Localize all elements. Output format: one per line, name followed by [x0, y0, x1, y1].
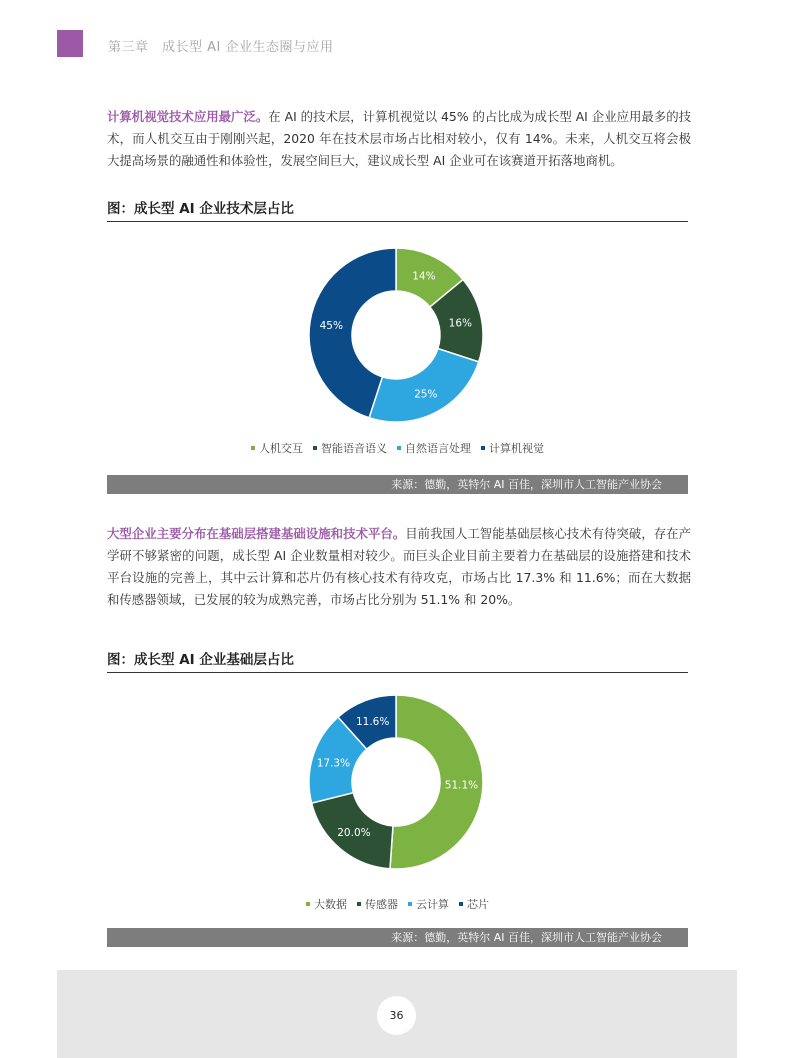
paragraph-lead: 大型企业主要分布在基础层搭建基础设施和技术平台。: [107, 526, 406, 541]
legend-label: 芯片: [467, 898, 489, 911]
legend-swatch: [397, 446, 401, 450]
slice-label: 51.1%: [444, 779, 479, 792]
slice-label: 17.3%: [316, 757, 351, 770]
legend-swatch: [306, 902, 310, 906]
legend-label: 智能语音语义: [321, 442, 387, 455]
legend-swatch: [459, 902, 463, 906]
legend-base: [107, 896, 688, 912]
legend-label: 传感器: [365, 898, 398, 911]
donut-chart-base: [300, 686, 492, 878]
legend-swatch: [357, 902, 361, 906]
legend-item: [408, 896, 449, 912]
paragraph-body: 目前我国人工智能基础层核心技术有待突破，存在产学研不够紧密的问题，成长型 AI 企业数量相对较少。而巨头企业目前主要着力在基础层的设施搭建和技术平台设施的完善上，其中云计算和芯片仍有核心技术有待攻克，市场占比 17.3% 和 11.6%；而在大数据和传感器领域，已发展的较为成熟完善，市场占比分别为 51.1% 和 20%。: [107, 526, 692, 607]
slice-label: 25%: [414, 388, 438, 401]
slice-label: 16%: [448, 317, 473, 330]
legend-swatch: [313, 446, 317, 450]
legend-item: [313, 440, 387, 456]
chapter-title: 第三章 成长型 AI 企业生态圈与应用: [108, 40, 334, 55]
legend-item: [459, 896, 489, 912]
legend-item: [357, 896, 398, 912]
legend-swatch: [251, 446, 255, 450]
slice-label: 45%: [319, 319, 343, 332]
legend-swatch: [408, 902, 412, 906]
source-tech: 来源：德勤，英特尔 AI 百佳，深圳市人工智能产业协会: [107, 475, 688, 494]
legend-item: [251, 440, 303, 456]
figure-title-base: 图：成长型 AI 企业基础层占比: [107, 648, 688, 673]
page-number: 36: [377, 996, 416, 1035]
chapter-marker: [57, 30, 83, 57]
legend-tech: [107, 440, 688, 456]
source-base: 来源：德勤，英特尔 AI 百佳，深圳市人工智能产业协会: [107, 928, 688, 947]
slice-label: 11.6%: [355, 715, 390, 728]
paragraph-lead: 计算机视觉技术应用最广泛。: [107, 109, 269, 124]
donut-slice: [369, 349, 479, 422]
legend-item: [481, 440, 544, 456]
legend-label: 自然语言处理: [405, 442, 471, 455]
donut-chart-tech: [300, 239, 492, 431]
legend-label: 云计算: [416, 898, 449, 911]
figure-title-tech: 图：成长型 AI 企业技术层占比: [107, 197, 688, 222]
legend-label: 人机交互: [259, 442, 303, 455]
legend-label: 计算机视觉: [489, 442, 544, 455]
paragraph-body: 在 AI 的技术层，计算机视觉以 45% 的占比成为成长型 AI 企业应用最多的技术，而人机交互由于刚刚兴起，2020 年在技术层市场占比相对较小，仅有 14%。未来，人机交互将会极大提高场景的融通性和体验性，发展空间巨大，建议成长型 AI 企业可在该赛道开拓落地商机。: [107, 109, 691, 168]
legend-item: [397, 440, 471, 456]
legend-label: 大数据: [314, 898, 347, 911]
paragraph-tech-layer: [107, 106, 691, 172]
legend-item: [306, 896, 347, 912]
slice-label: 20.0%: [337, 827, 371, 840]
legend-swatch: [481, 446, 485, 450]
slice-label: 14%: [412, 270, 436, 283]
paragraph-base-layer: [107, 523, 691, 611]
